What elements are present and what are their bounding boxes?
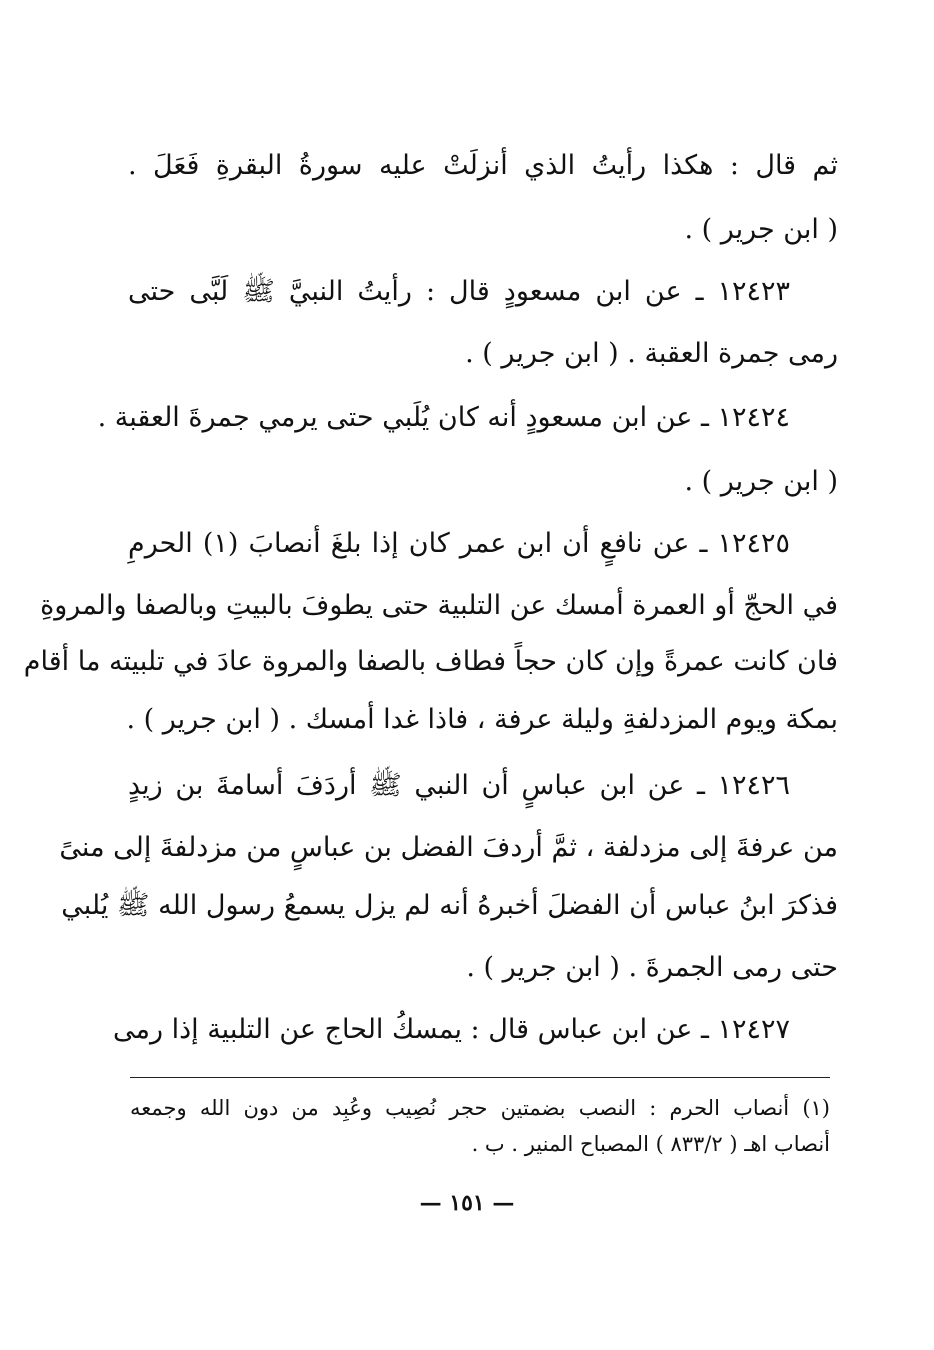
- text-line-7: ١٢٤٢٥ ـ عن نافعٍ أن ابن عمر كان إذا بلغَ أنصابَ (١) الحرمِ: [128, 528, 790, 559]
- footnote-line-2: أنصاب اهـ ( ٨٣٣/٢ ) المصباح المنير . ب .: [471, 1132, 830, 1156]
- text-line-5: ١٢٤٢٤ ـ عن ابن مسعودٍ أنه كان يُلَبي حتى يرمي جمرةَ العقبة .: [97, 402, 790, 433]
- text-line-9: فان كانت عمرةً وإن كان حجاً فطاف بالصفا والمروة عادَ في تلبيته ما أقام: [23, 646, 838, 677]
- text-line-1: ثم قال : هكذا رأيتُ الذي أنزلَتْ عليه سورةُ البقرةِ فَعَلَ .: [128, 150, 838, 181]
- text-line-6: ( ابن جرير ) .: [684, 466, 838, 497]
- text-line-15: ١٢٤٢٧ ـ عن ابن عباس قال : يمسكُ الحاج عن التلبية إذا رمى: [113, 1014, 790, 1045]
- text-line-8: في الحجّ أو العمرة أمسك عن التلبية حتى يطوفَ بالبيتِ وبالصفا والمروةِ: [40, 590, 838, 621]
- page-number: — ١٥١ —: [419, 1190, 515, 1216]
- text-line-11: ١٢٤٢٦ ـ عن ابن عباسٍ أن النبي ﷺ أردَفَ أسامةَ بن زيدٍ: [128, 770, 790, 801]
- text-line-4: رمى جمرة العقبة . ( ابن جرير ) .: [465, 338, 838, 369]
- text-line-13: فذكرَ ابنُ عباس أن الفضلَ أخبرهُ أنه لم يزل يسمعُ رسول الله ﷺ يُلبي: [61, 890, 838, 921]
- text-line-10: بمكة ويوم المزدلفةِ وليلة عرفة ، فاذا غدا أمسك . ( ابن جرير ) .: [126, 704, 838, 735]
- text-line-2: ( ابن جرير ) .: [684, 214, 838, 245]
- footnote-line-1: (١) أنصاب الحرم : النصب بضمتين حجر نُصِيب وعُبِد من دون الله وجمعه: [130, 1096, 830, 1120]
- text-line-12: من عرفةَ إلى مزدلفة ، ثمَّ أردفَ الفضل بن عباسٍ من مزدلفةَ إلى منىً: [59, 832, 838, 863]
- text-line-14: حتى رمى الجمرةَ . ( ابن جرير ) .: [466, 952, 838, 983]
- footnote-divider: [130, 1077, 830, 1078]
- text-line-3: ١٢٤٢٣ ـ عن ابن مسعودٍ قال : رأيتُ النبيَّ ﷺ لَبَّى حتى: [128, 276, 790, 307]
